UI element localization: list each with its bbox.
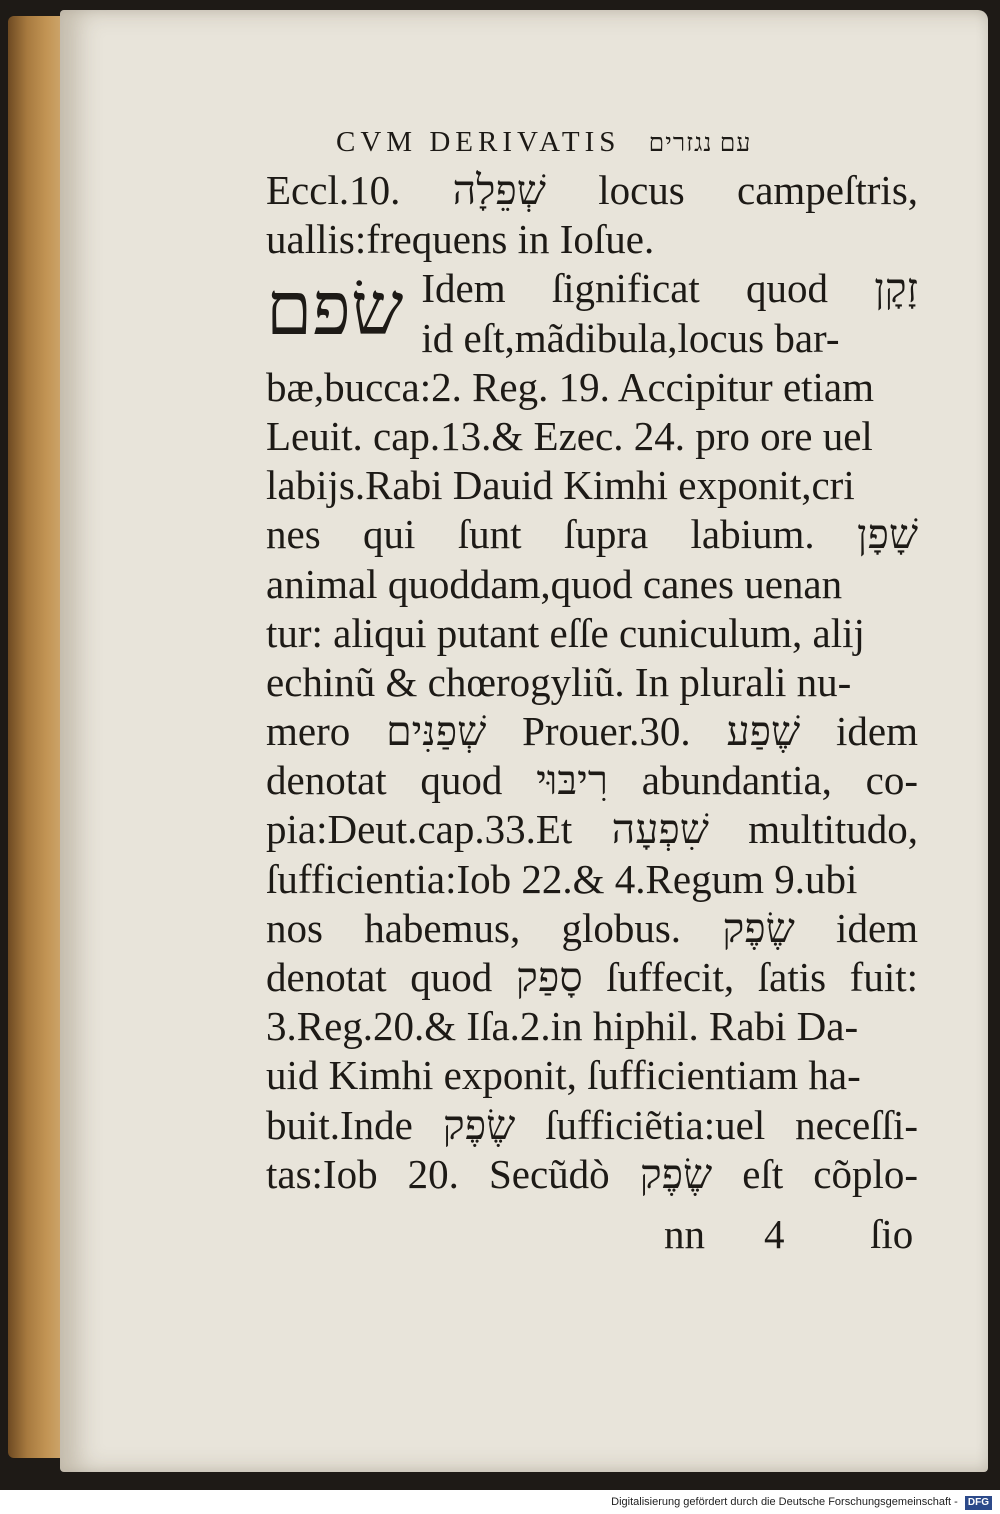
text-line: labijs.Rabi Dauid Kimhi exponit,cri <box>266 462 855 509</box>
hebrew-word: רִיבּוּי <box>536 757 609 804</box>
running-header <box>336 126 751 159</box>
text-line: Idem ſignificat quod זָקָן <box>421 265 919 312</box>
text-line: tas:Iob 20. Secũdò שֶׂפֶק eſt cõplo- <box>266 1150 919 1197</box>
hebrew-word: שְׁפֵלָה <box>452 167 546 213</box>
hebrew-word: שִׁפְעָה <box>611 806 709 853</box>
text-line: bæ,bucca:2. Reg. 19. Accipitur etiam <box>266 363 875 410</box>
text-line: Eccl.10. שְׁפֵלָה locus campeſtris, <box>266 167 919 213</box>
text-line: echinũ & chœrogyliũ. In plurali nu- <box>266 658 852 705</box>
page-body <box>266 166 918 1199</box>
text-line: animal quoddam,quod canes uenan <box>266 560 843 607</box>
hebrew-word: שָׁפָן <box>857 511 918 558</box>
hebrew-word: שֶׂפֶק <box>722 904 795 951</box>
text-line: nes qui ſunt ſupra labium. שָׁפָן <box>266 511 918 558</box>
hebrew-word: שֶׂפֶק <box>639 1150 713 1197</box>
footer-credit-bar <box>0 1490 1000 1514</box>
footer-credit: Digitalisierung gefördert durch die Deutsche Forschungsgemeinschaft - <box>611 1496 958 1508</box>
header-title: CVM DERIVATIS <box>336 126 621 158</box>
hebrew-word: זָקָן <box>874 265 919 312</box>
text-line: mero שְׁפַנִּים Prouer.30. שֶׁפַע idem <box>266 708 918 755</box>
text-line: pia:Deut.cap.33.Et שִׁפְעָה multitudo, <box>266 806 918 853</box>
text-line: Leuit. cap.13.& Ezec. 24. pro ore uel <box>266 412 873 459</box>
dfg-logo: DFG <box>965 1496 992 1510</box>
headword: שׂפם <box>266 269 404 352</box>
text-line: uallis:frequens in Ioſue. <box>266 216 655 263</box>
signature-mark: nn <box>664 1211 705 1257</box>
hebrew-word: סָפַק <box>515 954 583 1000</box>
hebrew-word: שֶׂפֶק <box>442 1101 516 1148</box>
text-line: tur: aliqui putant eſſe cuniculum, alij <box>266 609 865 656</box>
text-line: ſufficientia:Iob 22.& 4.Regum 9.ubi <box>266 855 858 902</box>
text-line: denotat quod רִיבּוּי abundantia, co- <box>266 757 918 804</box>
text-line: buit.Inde שֶׂפֶק ſufficiẽtia:uel neceſſi- <box>266 1101 919 1148</box>
text-line: 3.Reg.20.& Iſa.2.in hiphil. Rabi Da- <box>266 1003 859 1050</box>
text-line: id eſt,mãdibula,locus bar- <box>421 314 840 361</box>
header-hebrew: עם נגזרים <box>648 130 752 157</box>
hebrew-word: שְׁפַנִּים <box>386 708 487 755</box>
signature-number: 4 <box>764 1211 785 1257</box>
text-line: denotat quod סָפַק ſuffecit, ſatis fuit: <box>266 954 918 1000</box>
hebrew-word: שֶׁפַע <box>726 708 801 755</box>
text-line: nos habemus, globus. שֶׂפֶק idem <box>266 904 919 951</box>
text-line: uid Kimhi exponit, ſufficientiam ha- <box>266 1052 861 1099</box>
catchword: ſio <box>870 1211 914 1257</box>
